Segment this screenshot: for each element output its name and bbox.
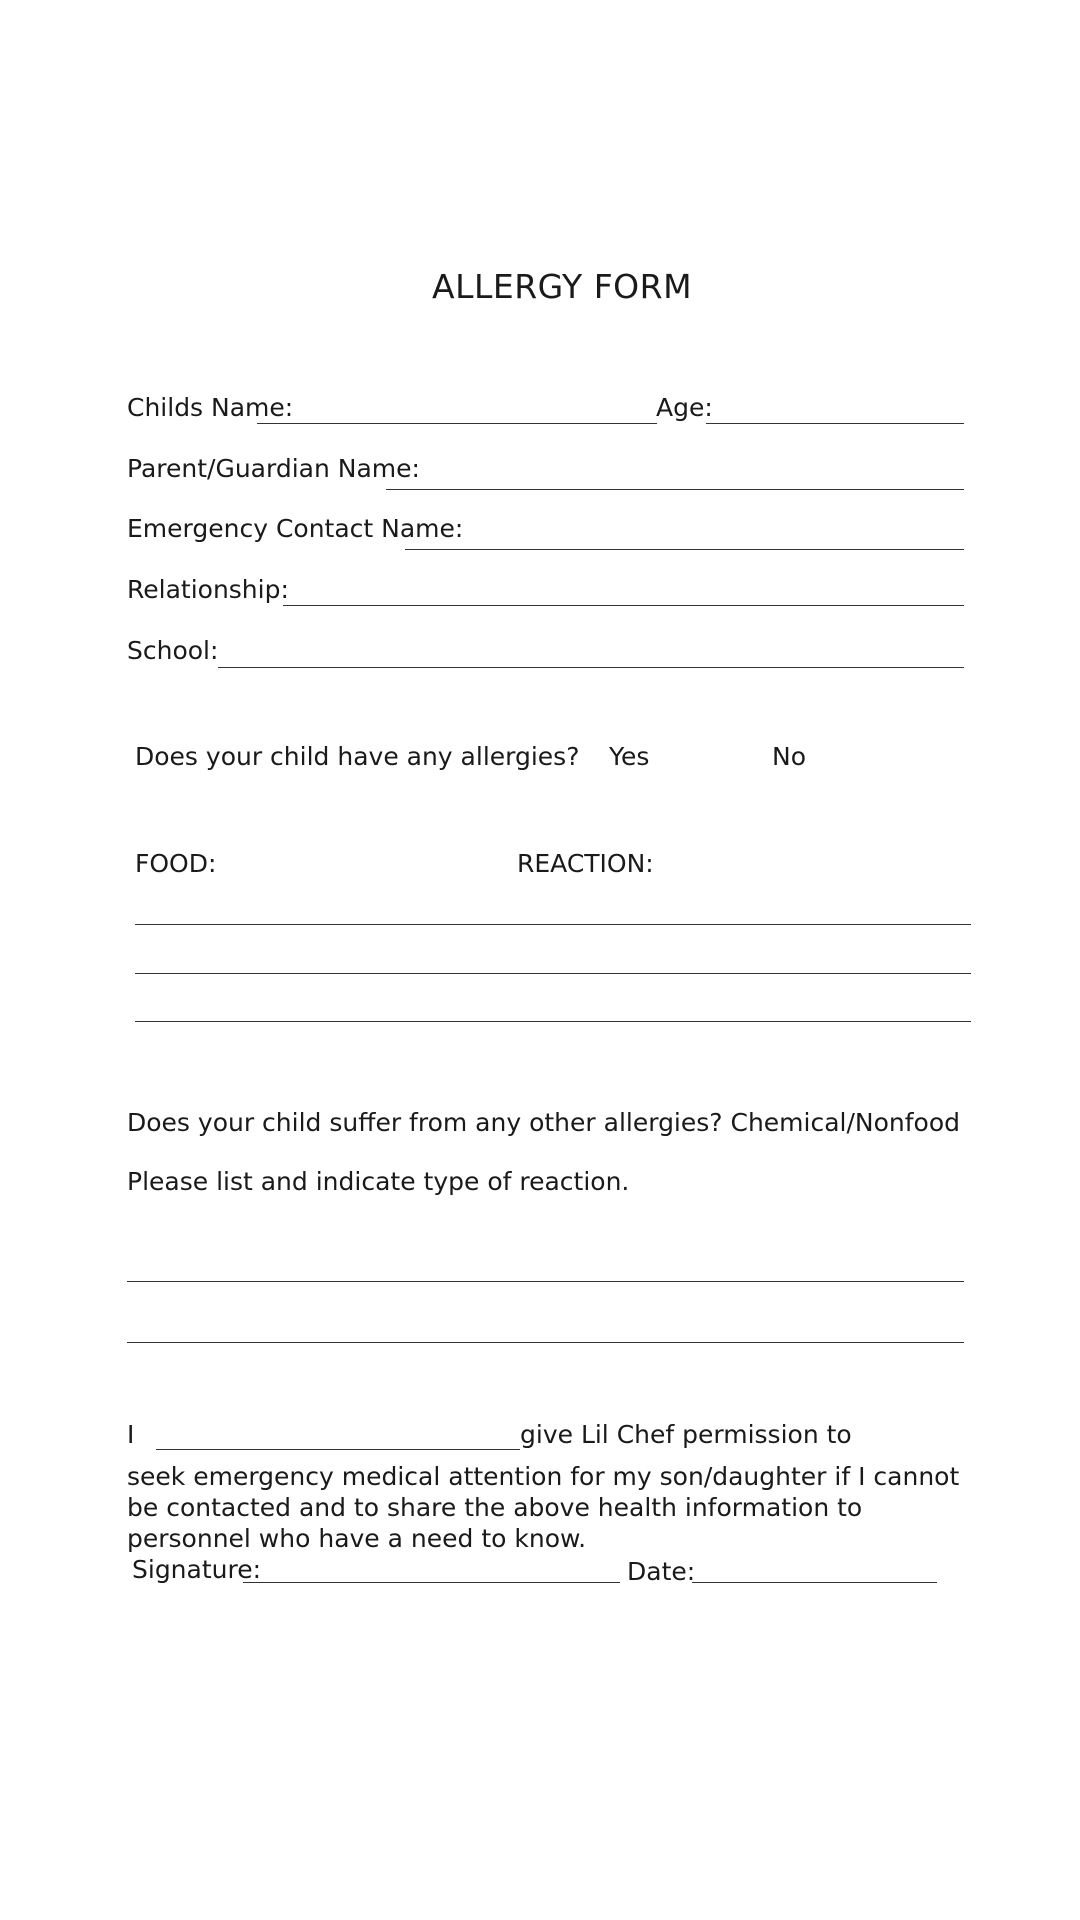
child-name-label: Childs Name: [127,393,294,422]
date-label: Date: [627,1557,696,1586]
signature-label: Signature: [132,1555,262,1584]
parent-guardian-label: Parent/Guardian Name: [127,454,420,483]
other-allergies-question: Does your child suffer from any other allergies? Chemical/Nonfood [127,1108,961,1137]
school-label: School: [127,636,219,665]
reaction-header: REACTION: [517,849,654,878]
signature-field[interactable] [243,1582,620,1583]
yes-option[interactable]: Yes [609,742,650,771]
food-header: FOOD: [135,849,217,878]
other-allergies-line[interactable] [127,1281,964,1282]
age-label: Age: [656,393,713,422]
other-allergies-instruction: Please list and indicate type of reaction. [127,1167,630,1196]
no-option[interactable]: No [772,742,806,771]
food-reaction-line[interactable] [135,1021,971,1022]
parent-guardian-field[interactable] [386,489,964,490]
permission-suffix: give Lil Chef permission to [520,1420,852,1449]
permission-prefix: I [127,1420,135,1449]
permission-body: seek emergency medical attention for my son/daughter if I cannot be contacted and to share the above health information to personnel who have a need to know. [127,1462,960,1553]
emergency-contact-label: Emergency Contact Name: [127,514,464,543]
other-allergies-line[interactable] [127,1342,964,1343]
relationship-field[interactable] [283,605,964,606]
permission-name-field[interactable] [156,1449,520,1450]
school-field[interactable] [218,667,964,668]
child-name-field[interactable] [257,423,657,424]
page-title: ALLERGY FORM [432,267,693,306]
date-field[interactable] [692,1582,937,1583]
food-reaction-line[interactable] [135,973,971,974]
food-reaction-line[interactable] [135,924,971,925]
allergy-question: Does your child have any allergies? [135,742,580,771]
emergency-contact-field[interactable] [405,549,964,550]
age-field[interactable] [706,423,964,424]
relationship-label: Relationship: [127,575,289,604]
